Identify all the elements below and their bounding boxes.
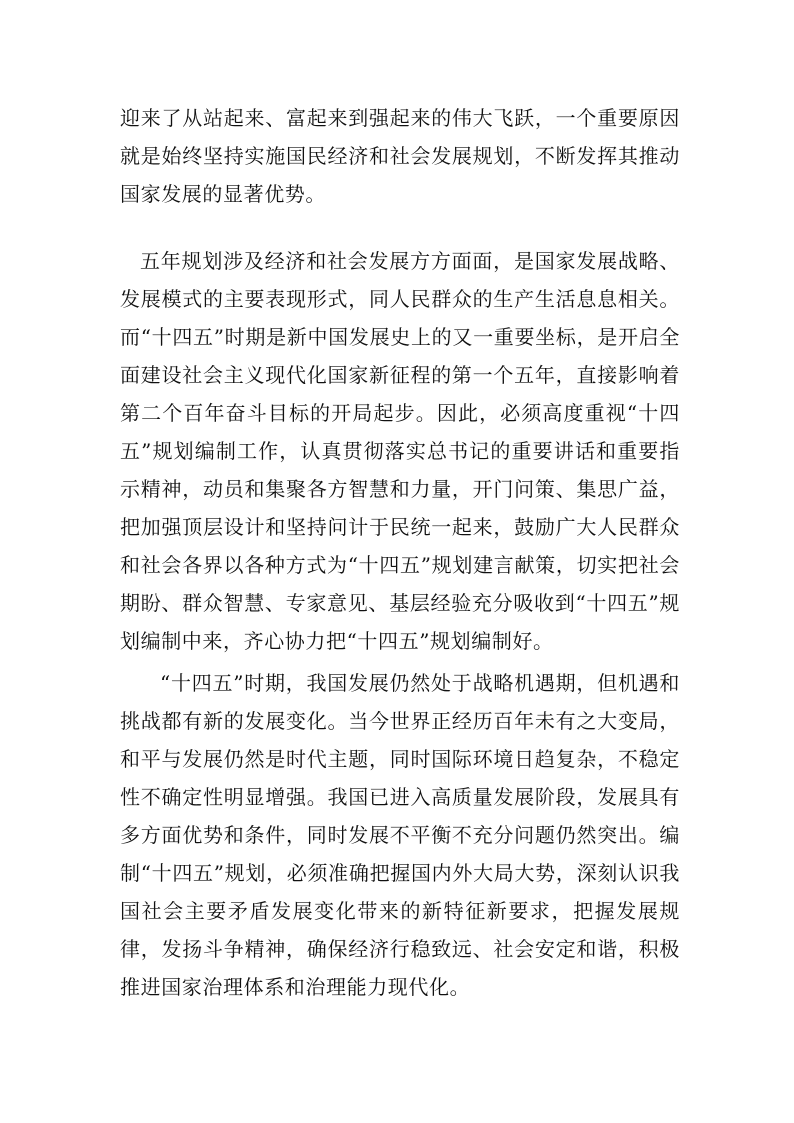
paragraph-2: 五年规划涉及经济和社会发展方方面面，是国家发展战略、发展模式的主要表现形式，同人民群众的生产生活息息相关。而“十四五”时期是新中国发展史上的又一重要坐标，是开启全面建设社会主义现代化国家新征程的第一个五年，直接影响着第二个百年奋斗目标的开局起步。因此，必须高度重视“十四五”规划编制工作，认真贯彻落实总书记的重要讲话和重要指示精神，动员和集聚各方智慧和力量，开门问策、集思广益，把加强顶层设计和坚持问计于民统一起来，鼓励广大人民群众和社会各界以各种方式为“十四五”规划建言献策，切实把社会期盼、群众智慧、专家意见、基层经验充分吸收到“十四五”规划编制中来，齐心协力把“十四五”规划编制好。 <box>120 249 680 653</box>
paragraph-3: “十四五”时期，我国发展仍然处于战略机遇期，但机遇和挑战都有新的发展变化。当今世界正经历百年未有之大变局，和平与发展仍然是时代主题，同时国际环境日趋复杂，不稳定性不确定性明显增强。我国已进入高质量发展阶段，发展具有多方面优势和条件，同时发展不平衡不充分问题仍然突出。编制“十四五”规划，必须准确把握国内外大局大势，深刻认识我国社会主要矛盾发展变化带来的新特征新要求，把握发展规律，发扬斗争精神，确保经济行稳致远、社会安定和谐，积极推进国家治理体系和治理能力现代化。 <box>120 671 680 999</box>
paragraph-1: 迎来了从站起来、富起来到强起来的伟大飞跃，一个重要原因就是始终坚持实施国民经济和社会发展规划，不断发挥其推动国家发展的显著优势。 <box>120 106 680 206</box>
